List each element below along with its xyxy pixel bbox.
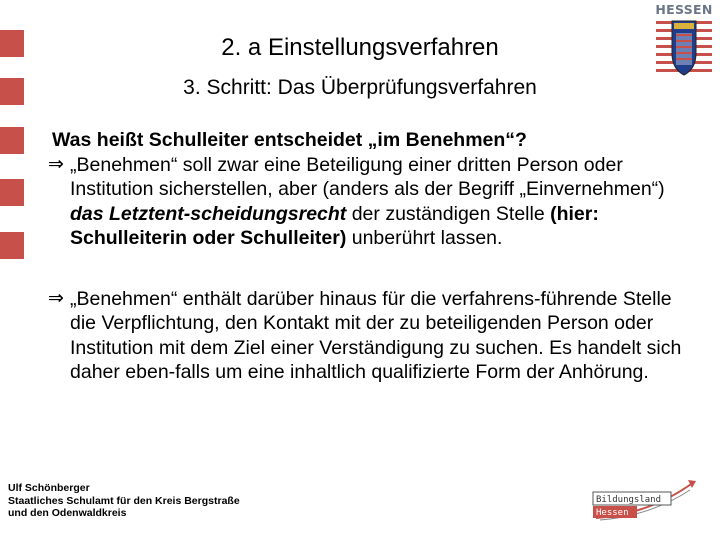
- footer-author: [8, 482, 240, 520]
- footer-line-3: und den Odenwaldkreis: [8, 507, 127, 519]
- implies-arrow-icon: ⇒: [48, 153, 64, 175]
- bildungsland-logo: [590, 478, 700, 524]
- bildungsland-line-1: Bildungsland: [596, 495, 662, 505]
- question-heading: Was heißt Schulleiter entscheidet „im Benehmen“?: [52, 129, 527, 151]
- implies-arrow-icon: ⇒: [48, 287, 64, 309]
- page-title: 2. a Einstellungsverfahren: [221, 34, 499, 61]
- bildungsland-hessen-logo-icon: [590, 478, 700, 524]
- bullet-2-text: „Benehmen“ enthält darüber hinaus für die verfahrens-führende Stelle die Verpflichtung, den Kontakt mit der zu beteiligenden Person oder Institution mit dem Ziel einer Verständigung zu suchen. Es handelt sich daher eben-falls um eine inhaltlich qualifizierte Form der Anhörung.: [70, 287, 682, 383]
- page-subtitle: 3. Schritt: Das Überprüfungsverfahren: [183, 76, 537, 99]
- footer-line-2: Staatliches Schulamt für den Kreis Bergstraße: [8, 494, 240, 507]
- side-bar: [0, 127, 24, 154]
- bullet-item-2: [48, 287, 692, 385]
- bullet-1-text-part2: der zuständigen Stelle: [346, 202, 551, 225]
- side-bar: [0, 232, 24, 259]
- hessen-logo-text: HESSEN: [655, 2, 713, 17]
- bullet-1-emphasis: das Letztent-scheidungsrecht: [70, 202, 347, 225]
- bildungsland-line-2: Hessen: [596, 508, 629, 518]
- bullet-1-text-part3: unberührt lassen.: [346, 227, 503, 249]
- bullet-1-bold: (hier: Schulleiterin oder Schulleiter): [70, 202, 599, 249]
- footer-line-1: Ulf Schönberger: [8, 482, 90, 494]
- bullet-1-text-part1: „Benehmen“ soll zwar eine Beteiligung einer dritten Person oder Institution sicherstellen, aber (anders als der Begriff „Einvernehmen“): [70, 153, 665, 200]
- bullet-item-1: [48, 153, 692, 251]
- side-bar: [0, 179, 24, 206]
- main-content: [48, 128, 692, 385]
